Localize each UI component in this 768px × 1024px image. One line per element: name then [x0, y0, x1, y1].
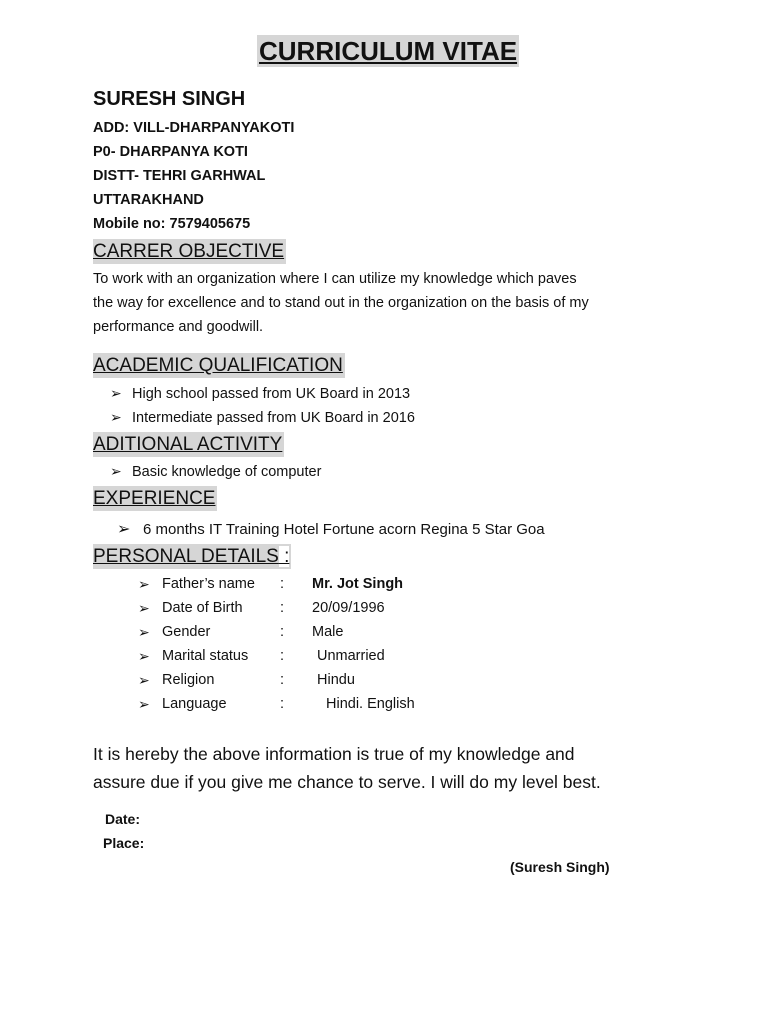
list-item: ➢ High school passed from UK Board in 2013 — [110, 385, 411, 402]
arrowhead-bullet-icon: ➢ — [138, 672, 150, 688]
declaration-line: It is hereby the above information is true of my knowledge and — [93, 744, 575, 764]
personal-colon: : — [280, 648, 285, 664]
objective-heading: CARRER OBJECTIVE — [93, 241, 285, 262]
personal-row — [138, 624, 458, 644]
personal-colon: : — [280, 600, 285, 616]
objective-line: performance and goodwill. — [93, 319, 264, 335]
personal-label: Religion — [162, 672, 215, 688]
address-line: P0- DHARPANYA KOTI — [93, 144, 248, 160]
list-item: ➢ 6 months IT Training Hotel Fortune acorn Regina 5 Star Goa — [117, 521, 545, 538]
date-label: Date: — [105, 811, 141, 827]
document-title: CURRICULUM VITAE — [259, 36, 518, 66]
address-line: ADD: VILL-DHARPANYAKOTI — [93, 120, 295, 136]
place-label: Place: — [103, 835, 145, 851]
objective-text — [93, 267, 673, 339]
language-value: Hindi. English — [326, 696, 415, 712]
signature: (Suresh Singh) — [510, 859, 610, 875]
personal-label: Date of Birth — [162, 600, 243, 616]
arrowhead-bullet-icon: ➢ — [138, 648, 150, 664]
personal-colon: : — [280, 672, 285, 688]
personal-row — [138, 696, 458, 716]
date-of-birth-value: 20/09/1996 — [312, 600, 385, 616]
additional-heading: ADITIONAL ACTIVITY — [93, 434, 283, 455]
arrowhead-bullet-icon: ➢ — [110, 463, 122, 479]
arrowhead-bullet-icon: ➢ — [138, 624, 150, 640]
personal-row — [138, 600, 458, 620]
personal-row — [138, 672, 458, 692]
academic-heading: ACADEMIC QUALIFICATION — [93, 355, 343, 376]
personal-colon: : — [280, 576, 285, 592]
personal-label: Gender — [162, 624, 211, 640]
personal-heading-text: PERSONAL DETAILS — [93, 546, 279, 567]
arrowhead-bullet-icon: ➢ — [117, 521, 131, 538]
arrowhead-bullet-icon: ➢ — [138, 696, 150, 712]
address-line: UTTARAKHAND — [93, 192, 204, 208]
objective-line: To work with an organization where I can utilize my knowledge which paves — [93, 271, 577, 287]
personal-colon: : — [280, 624, 285, 640]
personal-label: Language — [162, 696, 227, 712]
personal-row — [138, 576, 458, 596]
arrowhead-bullet-icon: ➢ — [110, 385, 122, 401]
list-item: ➢ Intermediate passed from UK Board in 2016 — [110, 409, 415, 426]
personal-label: Father’s name — [162, 576, 255, 592]
mobile-number: Mobile no: 7579405675 — [93, 216, 251, 232]
arrowhead-bullet-icon: ➢ — [138, 576, 150, 592]
marital-status-value: Unmarried — [317, 648, 385, 664]
arrowhead-bullet-icon: ➢ — [138, 600, 150, 616]
address-line: DISTT- TEHRI GARHWAL — [93, 168, 266, 184]
personal-row — [138, 648, 458, 668]
candidate-name: SURESH SINGH — [93, 88, 246, 110]
fathers-name-value: Mr. Jot Singh — [312, 576, 404, 592]
personal-heading-colon: : — [278, 546, 290, 567]
personal-colon: : — [280, 696, 285, 712]
list-item: ➢ Basic knowledge of computer — [110, 463, 322, 480]
personal-heading — [93, 544, 291, 569]
personal-label: Marital status — [162, 648, 249, 664]
arrowhead-bullet-icon: ➢ — [110, 409, 122, 425]
experience-heading: EXPERIENCE — [93, 488, 216, 509]
objective-line: the way for excellence and to stand out in the organization on the basis of my — [93, 295, 589, 311]
gender-value: Male — [312, 624, 344, 640]
declaration-line: assure due if you give me chance to serve. I will do my level best. — [93, 772, 601, 792]
declaration-text — [93, 740, 713, 796]
religion-value: Hindu — [317, 672, 355, 688]
